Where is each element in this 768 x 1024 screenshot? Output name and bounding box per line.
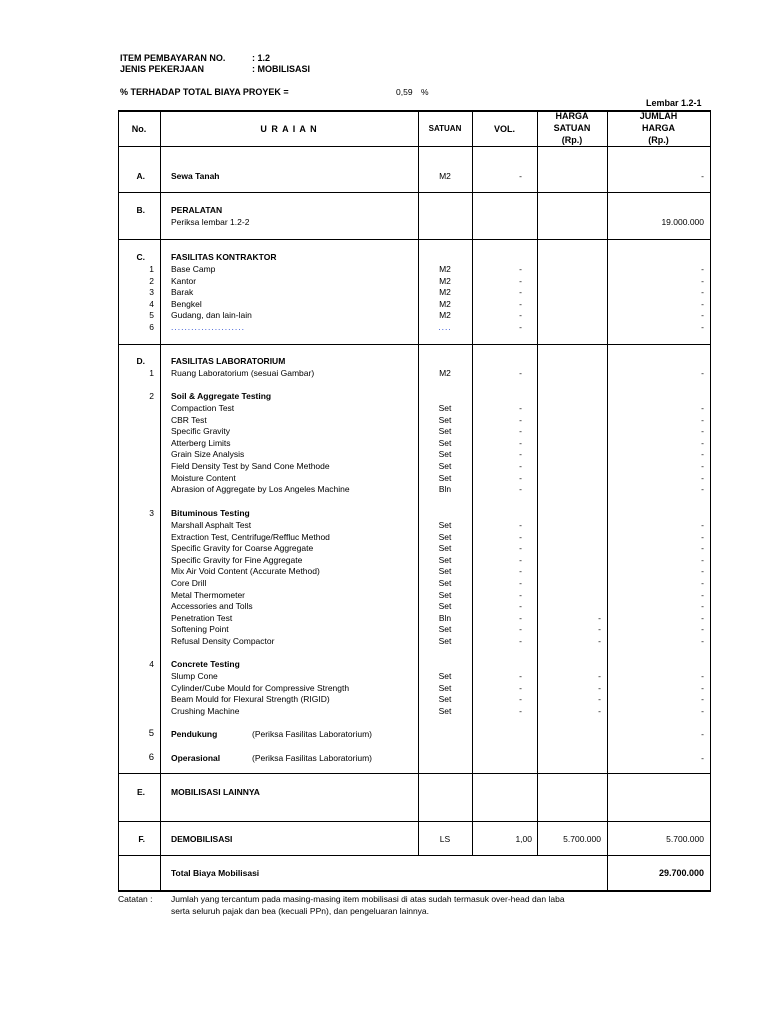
row-satuan: Set xyxy=(438,705,452,716)
total-label: Total Biaya Mobilisasi xyxy=(171,868,260,878)
col-harga-1: HARGA xyxy=(555,111,589,121)
row-vol: - xyxy=(519,624,522,635)
row-vol: - xyxy=(519,472,522,483)
row-jumlah: - xyxy=(701,426,704,437)
row-name: Penetration Test xyxy=(171,612,233,623)
col-jumlah xyxy=(607,110,710,146)
note-label: Catatan : xyxy=(118,894,153,904)
col-harga xyxy=(537,110,607,146)
row-name: Softening Point xyxy=(171,624,229,635)
row-name: Field Density Test by Sand Cone Methode xyxy=(171,461,330,471)
divider-vol xyxy=(537,110,538,856)
row-satuan: M2 xyxy=(439,287,451,298)
row-name: Grain Size Analysis xyxy=(171,449,245,460)
row-vol: - xyxy=(519,287,522,298)
row-satuan: Set xyxy=(438,461,452,471)
row-vol: - xyxy=(519,414,522,425)
d6-number: 6 xyxy=(148,752,154,763)
row-number: 2 xyxy=(149,275,154,286)
d3-title: Bituminous Testing xyxy=(171,508,250,518)
row-satuan: Bln xyxy=(438,484,452,495)
row-harga: - xyxy=(598,624,601,635)
row-jumlah: - xyxy=(701,624,704,635)
item-value: : 1.2 xyxy=(252,53,271,63)
row-jumlah: - xyxy=(701,322,704,332)
border-header xyxy=(118,146,711,147)
row-jumlah: - xyxy=(701,589,704,600)
row-name: Specific Gravity for Coarse Aggregate xyxy=(171,543,314,554)
row-satuan: Set xyxy=(438,403,452,413)
row-jumlah: - xyxy=(701,554,704,565)
section-a-title: Sewa Tanah xyxy=(171,171,220,181)
row-satuan: M2 xyxy=(439,264,451,274)
note-line-2: serta seluruh pajak dan bea (kecuali PPn), dan pengeluaran lainnya. xyxy=(171,906,430,916)
row-satuan: M2 xyxy=(439,275,451,286)
col-uraian: U R A I A N xyxy=(260,124,318,134)
row-satuan: .... xyxy=(438,322,452,332)
d5-number: 5 xyxy=(148,728,154,739)
d6-jumlah: - xyxy=(701,753,704,763)
row-name: Refusal Density Compactor xyxy=(171,636,275,646)
row-vol: - xyxy=(519,322,522,332)
section-d-no: D. xyxy=(136,356,145,366)
row-jumlah: - xyxy=(701,612,704,623)
col-satuan: SATUAN xyxy=(428,124,462,133)
row-name: Kantor xyxy=(171,275,197,286)
row-jumlah: - xyxy=(701,461,704,471)
d3-number: 3 xyxy=(149,508,154,518)
row-name: Metal Thermometer xyxy=(171,589,246,600)
d1-name: Ruang Laboratorium (sesuai Gambar) xyxy=(171,368,315,378)
jenis-label: JENIS PEKERJAAN xyxy=(120,64,205,74)
row-jumlah: - xyxy=(701,437,704,448)
row-name: Cylinder/Cube Mould for Compressive Strength xyxy=(171,682,350,693)
row-jumlah: - xyxy=(701,287,704,298)
row-jumlah: - xyxy=(701,694,704,705)
row-name: Moisture Content xyxy=(171,472,236,483)
d2-number: 2 xyxy=(149,391,154,401)
border-c xyxy=(118,344,711,345)
row-jumlah: - xyxy=(701,531,704,542)
row-jumlah: - xyxy=(701,705,704,716)
d1-vol: - xyxy=(519,368,522,378)
row-jumlah: - xyxy=(701,275,704,286)
row-name: Core Drill xyxy=(171,578,207,588)
sheet-number: Lembar 1.2-1 xyxy=(646,98,702,108)
section-a-vol: - xyxy=(519,171,522,181)
row-vol: - xyxy=(519,426,522,437)
row-vol: - xyxy=(519,437,522,448)
row-name: Extraction Test, Centrifuge/Reffluc Method xyxy=(171,531,330,542)
row-satuan: Set xyxy=(438,554,452,565)
row-jumlah: - xyxy=(701,403,704,413)
row-harga: - xyxy=(598,694,601,705)
section-b-no: B. xyxy=(136,205,145,215)
row-satuan: Set xyxy=(438,671,452,681)
row-satuan: M2 xyxy=(439,310,451,321)
section-f-no: F. xyxy=(138,834,145,844)
row-jumlah: - xyxy=(701,310,704,321)
section-f-harga: 5.700.000 xyxy=(563,834,601,844)
section-c-title: FASILITAS KONTRAKTOR xyxy=(171,252,277,262)
row-jumlah: - xyxy=(701,414,704,425)
row-vol: - xyxy=(519,543,522,554)
section-e-title: MOBILISASI LAINNYA xyxy=(171,787,260,797)
d5-note: (Periksa Fasilitas Laboratorium) xyxy=(252,729,372,739)
section-f-satuan: LS xyxy=(439,834,451,844)
border-right xyxy=(710,110,711,892)
section-f-vol: 1,00 xyxy=(515,834,532,844)
row-number: 6 xyxy=(149,322,154,332)
row-jumlah: - xyxy=(701,520,704,530)
col-jumlah-3: (Rp.) xyxy=(648,135,669,145)
row-jumlah: - xyxy=(701,543,704,554)
row-harga: - xyxy=(598,636,601,646)
d1-number: 1 xyxy=(149,368,154,378)
row-satuan: Set xyxy=(438,472,452,483)
row-number: 1 xyxy=(149,264,154,274)
row-name: Barak xyxy=(171,287,194,298)
row-jumlah: - xyxy=(701,578,704,588)
d5-title: Pendukung xyxy=(171,729,218,739)
row-satuan: M2 xyxy=(439,298,451,309)
d4-title: Concrete Testing xyxy=(171,659,240,669)
row-name: Specific Gravity xyxy=(171,426,231,437)
item-label: ITEM PEMBAYARAN NO. xyxy=(120,53,226,63)
row-name: Marshall Asphalt Test xyxy=(171,520,252,530)
row-jumlah: - xyxy=(701,566,704,577)
row-name: Crushing Machine xyxy=(171,705,240,716)
d4-number: 4 xyxy=(149,659,154,669)
row-satuan: Set xyxy=(438,531,452,542)
row-name: CBR Test xyxy=(171,414,207,425)
row-jumlah: - xyxy=(701,671,704,681)
row-vol: - xyxy=(519,531,522,542)
row-vol: - xyxy=(519,461,522,471)
row-vol: - xyxy=(519,310,522,321)
row-vol: - xyxy=(519,636,522,646)
row-satuan: Set xyxy=(438,694,452,705)
divider-no xyxy=(160,110,161,892)
border-left xyxy=(118,110,119,892)
row-number: 5 xyxy=(149,310,154,321)
row-vol: - xyxy=(519,449,522,460)
row-satuan: Set xyxy=(438,636,452,646)
row-satuan: Bln xyxy=(438,612,452,623)
row-number: 3 xyxy=(149,287,154,298)
row-jumlah: - xyxy=(701,449,704,460)
row-satuan: Set xyxy=(438,624,452,635)
row-name: Abrasion of Aggregate by Los Angeles Machine xyxy=(171,484,350,495)
row-jumlah: - xyxy=(701,472,704,483)
row-name: Base Camp xyxy=(171,264,216,274)
section-b-sub: Periksa lembar 1.2-2 xyxy=(171,217,250,227)
row-vol: - xyxy=(519,520,522,530)
row-name: Atterberg Limits xyxy=(171,437,231,448)
row-satuan: Set xyxy=(438,601,452,612)
row-satuan: Set xyxy=(438,426,452,437)
section-b-title: PERALATAN xyxy=(171,205,223,215)
border-a xyxy=(118,192,711,193)
row-vol: - xyxy=(519,601,522,612)
row-satuan: Set xyxy=(438,437,452,448)
row-jumlah: - xyxy=(701,636,704,646)
percent-unit: % xyxy=(421,87,429,97)
col-no: No. xyxy=(131,124,147,134)
row-vol: - xyxy=(519,554,522,565)
col-vol: VOL. xyxy=(493,124,515,134)
d5-jumlah: - xyxy=(701,729,704,739)
row-name: Accessories and Tolls xyxy=(171,601,253,612)
border-f xyxy=(118,855,711,856)
row-satuan: Set xyxy=(438,414,452,425)
section-c-no: C. xyxy=(136,252,145,262)
d2-title: Soil & Aggregate Testing xyxy=(171,391,272,401)
row-satuan: Set xyxy=(438,566,452,577)
row-vol: - xyxy=(519,264,522,274)
row-name: ...................... xyxy=(171,322,245,332)
row-name: Slump Cone xyxy=(171,671,218,681)
row-jumlah: - xyxy=(701,601,704,612)
d6-note: (Periksa Fasilitas Laboratorium) xyxy=(252,753,372,763)
jenis-value: : MOBILISASI xyxy=(252,64,310,74)
d1-jumlah: - xyxy=(701,368,704,378)
row-vol: - xyxy=(519,682,522,693)
row-name: Bengkel xyxy=(171,298,202,309)
section-f-title: DEMOBILISASI xyxy=(171,834,233,844)
row-vol: - xyxy=(519,298,522,309)
d1-satuan: M2 xyxy=(439,368,451,378)
section-a-no: A. xyxy=(136,171,145,181)
border-d xyxy=(118,773,711,774)
section-a-satuan: M2 xyxy=(439,171,451,181)
row-vol: - xyxy=(519,566,522,577)
row-vol: - xyxy=(519,589,522,600)
row-name: Gudang, dan lain-lain xyxy=(171,310,252,321)
row-satuan: Set xyxy=(438,682,452,693)
row-number: 4 xyxy=(149,298,154,309)
col-jumlah-1: JUMLAH xyxy=(639,111,678,121)
row-name: Specific Gravity for Fine Aggregate xyxy=(171,554,303,565)
percent-value: 0,59 xyxy=(396,87,413,97)
row-vol: - xyxy=(519,403,522,413)
row-satuan: Set xyxy=(438,543,452,554)
row-jumlah: - xyxy=(701,682,704,693)
row-vol: - xyxy=(519,694,522,705)
section-f-jumlah: 5.700.000 xyxy=(666,834,704,844)
total-value: 29.700.000 xyxy=(658,868,704,878)
d6-title: Operasional xyxy=(171,753,221,763)
row-vol: - xyxy=(519,671,522,681)
row-vol: - xyxy=(519,705,522,716)
percent-label: % TERHADAP TOTAL BIAYA PROYEK = xyxy=(120,87,289,97)
border-e xyxy=(118,821,711,822)
border-bottom xyxy=(118,890,711,892)
row-satuan: Set xyxy=(438,578,452,588)
col-jumlah-2: HARGA xyxy=(642,123,675,133)
row-satuan: Set xyxy=(438,589,452,600)
row-vol: - xyxy=(519,484,522,495)
row-harga: - xyxy=(598,682,601,693)
row-jumlah: - xyxy=(701,298,704,309)
border-b xyxy=(118,239,711,240)
row-harga: - xyxy=(598,671,601,681)
section-d-title: FASILITAS LABORATORIUM xyxy=(171,356,286,366)
row-vol: - xyxy=(519,275,522,286)
col-harga-2: SATUAN xyxy=(553,123,591,133)
section-b-jumlah: 19.000.000 xyxy=(661,217,704,227)
row-vol: - xyxy=(519,612,522,623)
section-e-no: E. xyxy=(136,787,145,797)
row-harga: - xyxy=(598,705,601,716)
row-name: Beam Mould for Flexural Strength (RIGID) xyxy=(171,694,330,705)
row-name: Compaction Test xyxy=(171,403,235,413)
row-satuan: Set xyxy=(438,449,452,460)
row-satuan: Set xyxy=(438,520,452,530)
row-jumlah: - xyxy=(701,484,704,495)
section-a-jumlah: - xyxy=(701,171,704,181)
col-harga-3: (Rp.) xyxy=(561,135,583,145)
row-harga: - xyxy=(598,612,601,623)
row-jumlah: - xyxy=(701,264,704,274)
note-line-1: Jumlah yang tercantum pada masing-masing item mobilisasi di atas sudah termasuk over-head dan laba xyxy=(171,894,565,904)
row-name: Mix Air Void Content (Accurate Method) xyxy=(171,566,320,577)
row-vol: - xyxy=(519,578,522,588)
